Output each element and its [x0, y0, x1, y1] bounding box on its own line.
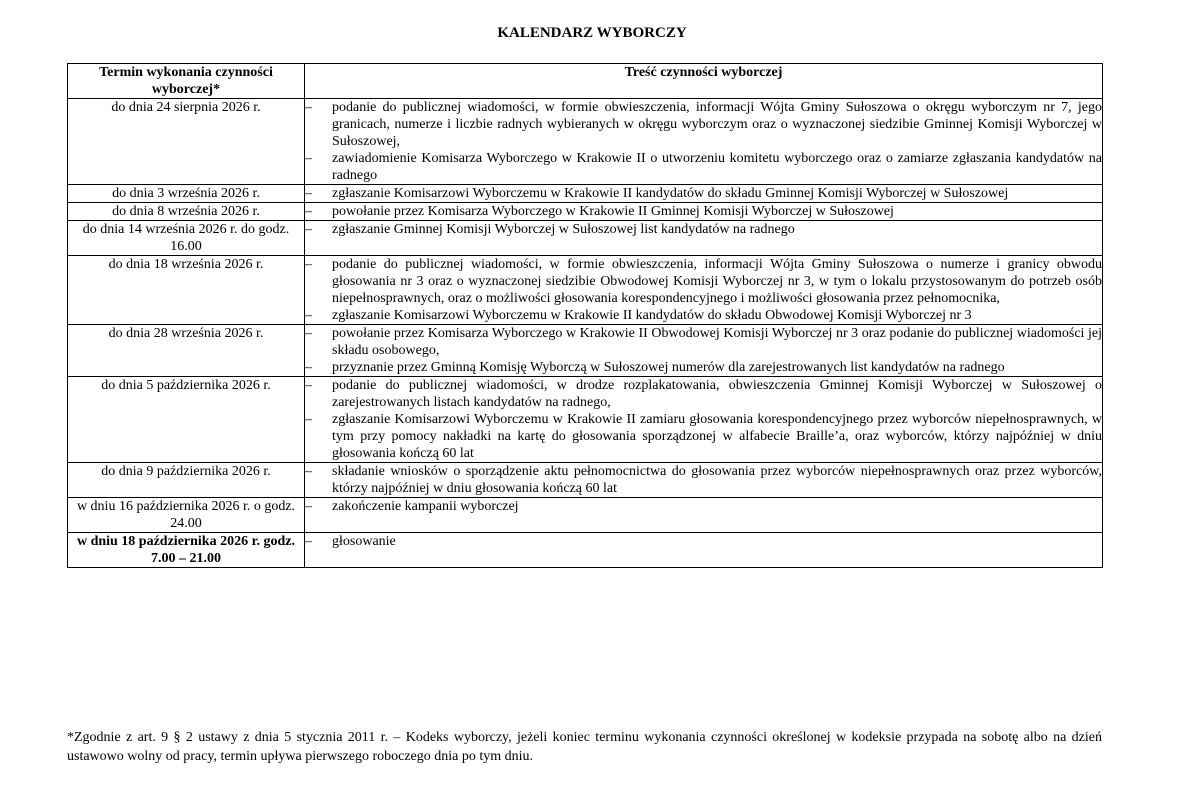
activity-text: zgłaszanie Komisarzowi Wyborczemu w Krakowie II zamiaru głosowania korespondencyjnego przez wyborców niepełnosprawnych, w tym przy pomocy nakładki na kartę do głosowania sporządzonej w alfabecie Braille’a, oraz wyborców, którzy najpóźniej w dniu głosowania kończą 60 lat: [332, 412, 1102, 461]
dash-bullet: –: [305, 534, 312, 549]
election-calendar-table: [67, 63, 1103, 568]
activity-item: [305, 150, 1102, 184]
dash-bullet: –: [305, 378, 312, 393]
activity-item: [305, 411, 1102, 462]
activities-cell: [305, 99, 1103, 185]
activities-cell: [305, 256, 1103, 325]
deadline-cell: do dnia 8 września 2026 r.: [68, 203, 305, 221]
dash-bullet: –: [305, 204, 312, 219]
activity-text: podanie do publicznej wiadomości, w drodze rozplakatowania, obwieszczenia Gminnej Komisji Wyborczej w Sułoszowej o zarejestrowanych listach kandydatów na radnego,: [332, 378, 1102, 410]
table-row: [68, 99, 1103, 185]
activity-item: [305, 307, 1102, 324]
activities-cell: [305, 498, 1103, 533]
activity-item: [305, 221, 1102, 238]
table-row: [68, 221, 1103, 256]
dash-bullet: –: [305, 412, 312, 427]
activity-text: powołanie przez Komisarza Wyborczego w Krakowie II Obwodowej Komisji Wyborczej nr 3 oraz podanie do publicznej wiadomości jej składu osobowego,: [332, 326, 1102, 358]
activity-item: [305, 99, 1102, 150]
table-row: [68, 463, 1103, 498]
table-row: [68, 256, 1103, 325]
activities-cell: [305, 185, 1103, 203]
footnote: *Zgodnie z art. 9 § 2 ustawy z dnia 5 stycznia 2011 r. – Kodeks wyborczy, jeżeli koniec terminu wykonania czynności określonej w kodeksie przypada na sobotę albo na dzień ustawowo wolny od pracy, termin upływa pierwszego roboczego dnia po tym dniu.: [67, 730, 1102, 764]
activity-item: [305, 498, 1102, 515]
table-row: [68, 377, 1103, 463]
dash-bullet: –: [305, 308, 312, 323]
activities-cell: [305, 533, 1103, 568]
deadline-cell: w dniu 16 października 2026 r. o godz. 24.00: [68, 498, 305, 533]
dash-bullet: –: [305, 186, 312, 201]
activity-item: [305, 185, 1102, 202]
activity-item: [305, 377, 1102, 411]
activity-item: [305, 533, 1102, 550]
deadline-cell: do dnia 5 października 2026 r.: [68, 377, 305, 463]
activity-text: zawiadomienie Komisarza Wyborczego w Krakowie II o utworzeniu komitetu wyborczego oraz o zamiarze zgłaszania kandydatów na radnego: [332, 151, 1102, 183]
dash-bullet: –: [305, 100, 312, 115]
page-title: KALENDARZ WYBORCZY: [497, 25, 687, 41]
activity-text: składanie wniosków o sporządzenie aktu pełnomocnictwa do głosowania przez wyborców niepełnosprawnych oraz przez wyborców, którzy najpóźniej w dniu głosowania kończą 60 lat: [332, 464, 1102, 496]
deadline-cell: do dnia 9 października 2026 r.: [68, 463, 305, 498]
deadline-cell: do dnia 24 sierpnia 2026 r.: [68, 99, 305, 185]
deadline-cell: do dnia 18 września 2026 r.: [68, 256, 305, 325]
table-header-row: [68, 64, 1103, 99]
dash-bullet: –: [305, 464, 312, 479]
deadline-cell: do dnia 14 września 2026 r. do godz. 16.00: [68, 221, 305, 256]
header-activity: Treść czynności wyborczej: [305, 64, 1103, 99]
header-deadline: Termin wykonania czynności wyborczej*: [68, 64, 305, 99]
activity-item: [305, 203, 1102, 220]
dash-bullet: –: [305, 326, 312, 341]
activity-text: podanie do publicznej wiadomości, w formie obwieszczenia, informacji Wójta Gminy Sułoszowa o okręgu wyborczym nr 7, jego granicach, numerze i liczbie radnych wybieranych w okręgu wyborczym oraz o wyznaczonej siedzibie Gminnej Komisji Wyborczej w Sułoszowej,: [332, 100, 1102, 149]
dash-bullet: –: [305, 257, 312, 272]
deadline-cell: do dnia 28 września 2026 r.: [68, 325, 305, 377]
activity-text: przyznanie przez Gminną Komisję Wyborczą w Sułoszowej numerów dla zarejestrowanych list kandydatów na radnego: [332, 360, 1005, 375]
table-row: [68, 185, 1103, 203]
table-row: [68, 533, 1103, 568]
activities-cell: [305, 203, 1103, 221]
activities-cell: [305, 377, 1103, 463]
dash-bullet: –: [305, 360, 312, 375]
activity-text: powołanie przez Komisarza Wyborczego w Krakowie II Gminnej Komisji Wyborczej w Sułoszowej: [332, 204, 894, 219]
activity-text: podanie do publicznej wiadomości, w formie obwieszczenia, informacji Wójta Gminy Sułoszowa o numerze i granicy obwodu głosowania nr 3 oraz o wyznaczonej siedzibie Obwodowej Komisji Wyborczej nr 3, w tym o lokalu przystosowanym do potrzeb osób niepełnosprawnych, oraz o możliwości głosowania korespondencyjnego i możliwości głosowania przez pełnomocnika,: [332, 257, 1102, 306]
table-row: [68, 498, 1103, 533]
activities-cell: [305, 463, 1103, 498]
activities-cell: [305, 221, 1103, 256]
table-row: [68, 325, 1103, 377]
activity-text: zgłaszanie Komisarzowi Wyborczemu w Krakowie II kandydatów do składu Obwodowej Komisji Wyborczej nr 3: [332, 308, 972, 323]
table-row: [68, 203, 1103, 221]
activity-item: [305, 325, 1102, 359]
table-body: [68, 99, 1103, 568]
activity-text: zgłaszanie Gminnej Komisji Wyborczej w Sułoszowej list kandydatów na radnego: [332, 222, 795, 237]
activity-item: [305, 256, 1102, 307]
dash-bullet: –: [305, 222, 312, 237]
deadline-cell: do dnia 3 września 2026 r.: [68, 185, 305, 203]
dash-bullet: –: [305, 499, 312, 514]
activity-text: zakończenie kampanii wyborczej: [332, 499, 519, 514]
activities-cell: [305, 325, 1103, 377]
deadline-cell: w dniu 18 października 2026 r. godz. 7.00 – 21.00: [68, 533, 305, 568]
activity-item: [305, 463, 1102, 497]
activity-text: zgłaszanie Komisarzowi Wyborczemu w Krakowie II kandydatów do składu Gminnej Komisji Wyborczej w Sułoszowej: [332, 186, 1009, 201]
activity-item: [305, 359, 1102, 376]
activity-text: głosowanie: [332, 534, 396, 549]
dash-bullet: –: [305, 151, 312, 166]
